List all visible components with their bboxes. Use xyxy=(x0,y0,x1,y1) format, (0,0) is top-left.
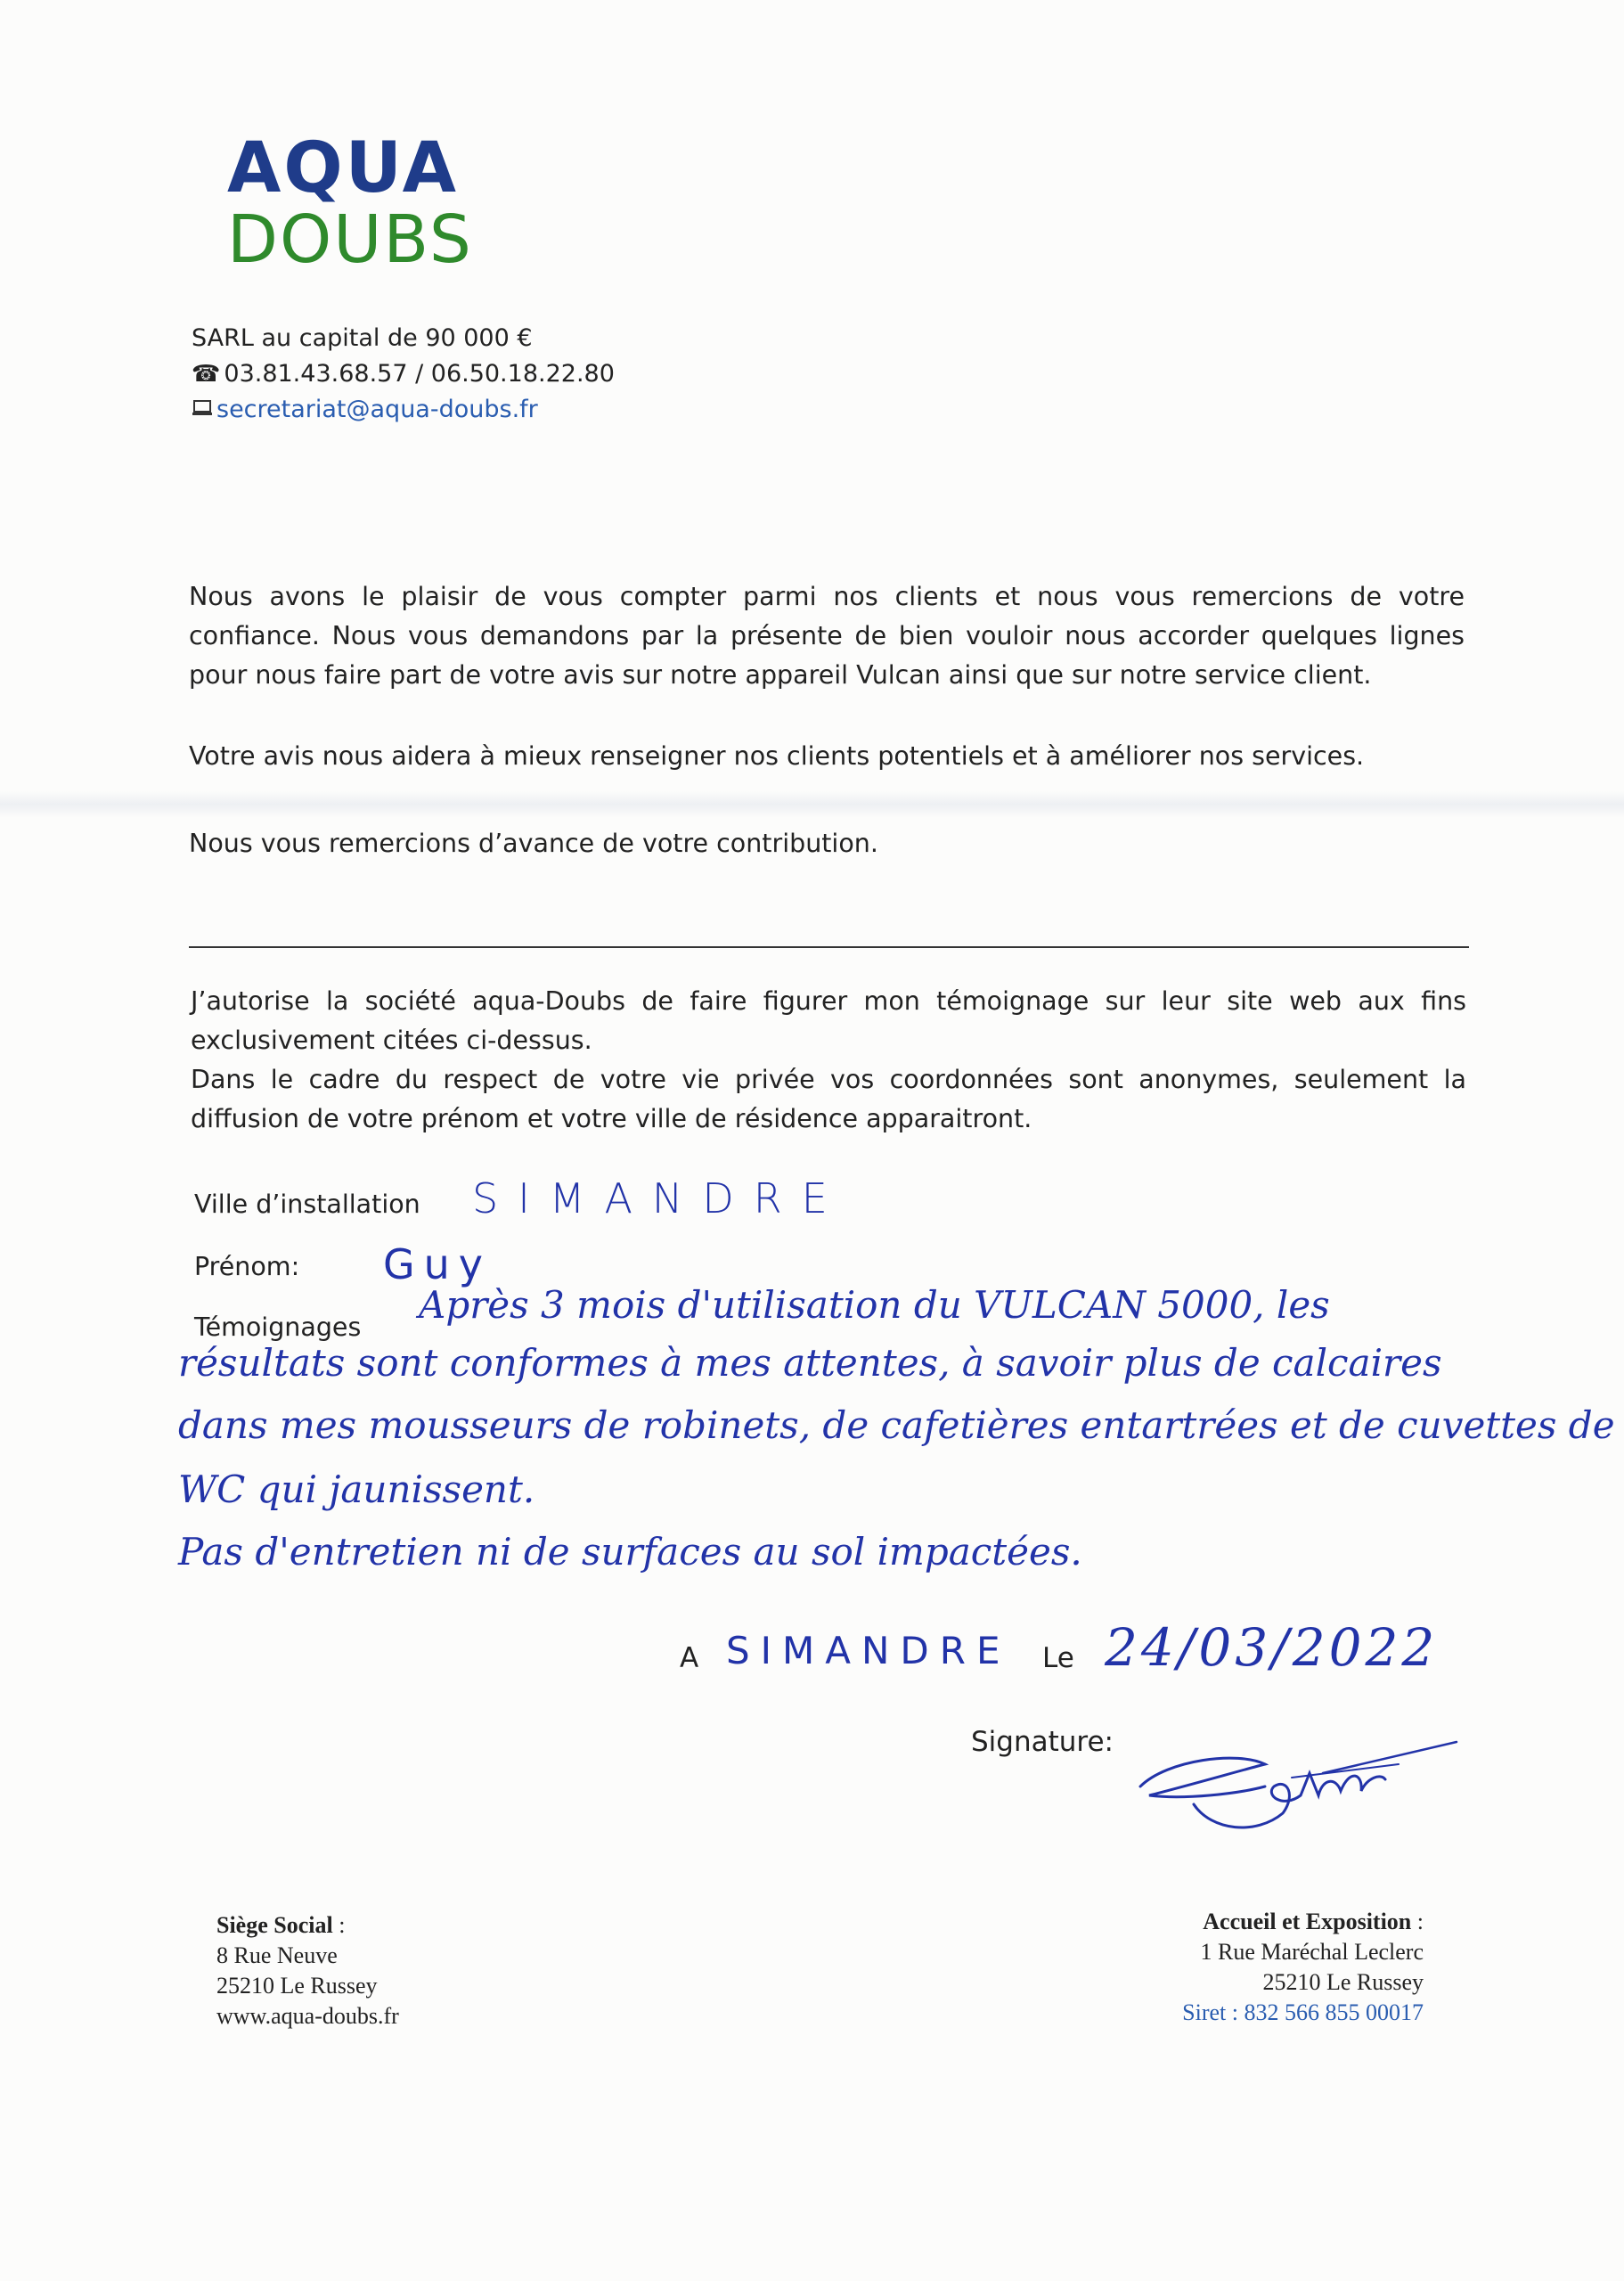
signature-label: Signature: xyxy=(971,1726,1114,1758)
footer-address-line: 25210 Le Russey xyxy=(1262,1969,1424,1995)
telephone-icon: ☎ xyxy=(192,361,221,388)
date-label: Le xyxy=(1042,1642,1074,1674)
place-label: A xyxy=(680,1642,699,1674)
authorization-block xyxy=(191,982,1466,1139)
footer-showroom: Accueil et Exposition : 1 Rue Maréchal Leclerc 25210 Le Russey Siret : 832 566 855 00017 xyxy=(1069,1907,1424,2028)
ville-value: SIMANDRE xyxy=(472,1174,847,1222)
footer-address-line: 1 Rue Maréchal Leclerc xyxy=(1200,1939,1424,1965)
place-value: SIMANDRE xyxy=(726,1629,1011,1672)
company-phones: 03.81.43.68.57 / 06.50.18.22.80 xyxy=(224,360,615,388)
scan-fold-artifact xyxy=(0,791,1624,818)
feedback-paragraph: Votre avis nous aidera à mieux renseigner nos clients potentiels et à améliorer nos services. xyxy=(189,741,1365,771)
date-value: 24/03/2022 xyxy=(1105,1617,1439,1678)
footer-address-line: 8 Rue Neuve xyxy=(216,1942,338,1968)
company-header xyxy=(192,321,615,428)
intro-paragraph: Nous avons le plaisir de vous compter parmi nos clients et nous vous remercions de votre confiance. Nous vous demandons par la présente de bien vouloir nous accorder quelques lignes pour nous faire part de votre avis sur notre appareil Vulcan ainsi que sur notre service client. xyxy=(189,582,1465,690)
temoignage-line: Pas d'entretien ni de surfaces au sol impactées. xyxy=(178,1530,1082,1574)
footer-head-office: Siège Social : 8 Rue Neuve 25210 Le Russey www.aqua-doubs.fr xyxy=(216,1910,399,2032)
company-email-link[interactable]: secretariat@aqua-doubs.fr xyxy=(216,396,538,423)
computer-icon xyxy=(192,392,213,428)
logo-line-doubs: DOUBS xyxy=(227,201,473,278)
footer-website-link[interactable]: www.aqua-doubs.fr xyxy=(216,2003,399,2029)
authorization-paragraph: J’autorise la société aqua-Doubs de faire figurer mon témoignage sur leur site web aux fins exclusivement citées ci-dessus. xyxy=(191,986,1466,1055)
footer-address-line: 25210 Le Russey xyxy=(216,1973,378,1999)
privacy-paragraph: Dans le cadre du respect de votre vie privée vos coordonnées sont anonymes, seulement la diffusion de votre prénom et votre ville de résidence apparaitront. xyxy=(191,1065,1466,1133)
temoignage-line: WC qui jaunissent. xyxy=(178,1468,535,1511)
footer-head-office-title: Siège Social xyxy=(216,1912,333,1938)
company-email-row xyxy=(192,392,615,428)
temoignage-line: dans mes mousseurs de robinets, de cafetières entartrées et de cuvettes de xyxy=(178,1403,1615,1447)
prenom-value: Guy xyxy=(383,1240,493,1288)
footer-siret: Siret : 832 566 855 00017 xyxy=(1182,1999,1424,2025)
temoignage-line: résultats sont conformes à mes attentes, à savoir plus de calcaires xyxy=(178,1341,1442,1385)
ville-label: Ville d’installation xyxy=(194,1190,420,1219)
temoignage-line: Après 3 mois d'utilisation du VULCAN 5000, les xyxy=(419,1283,1330,1327)
company-phones-row xyxy=(192,356,615,392)
prenom-label: Prénom: xyxy=(194,1252,300,1281)
thanks-paragraph: Nous vous remercions d’avance de votre contribution. xyxy=(189,829,878,858)
logo-line-aqua: AQUA xyxy=(227,128,459,208)
aqua-doubs-logo xyxy=(227,128,494,278)
company-capital: SARL au capital de 90 000 € xyxy=(192,324,533,352)
handwritten-signature xyxy=(1131,1724,1461,1840)
temoignages-label: Témoignages xyxy=(194,1312,362,1342)
footer-showroom-title: Accueil et Exposition xyxy=(1203,1909,1412,1934)
separator-line xyxy=(189,946,1469,948)
